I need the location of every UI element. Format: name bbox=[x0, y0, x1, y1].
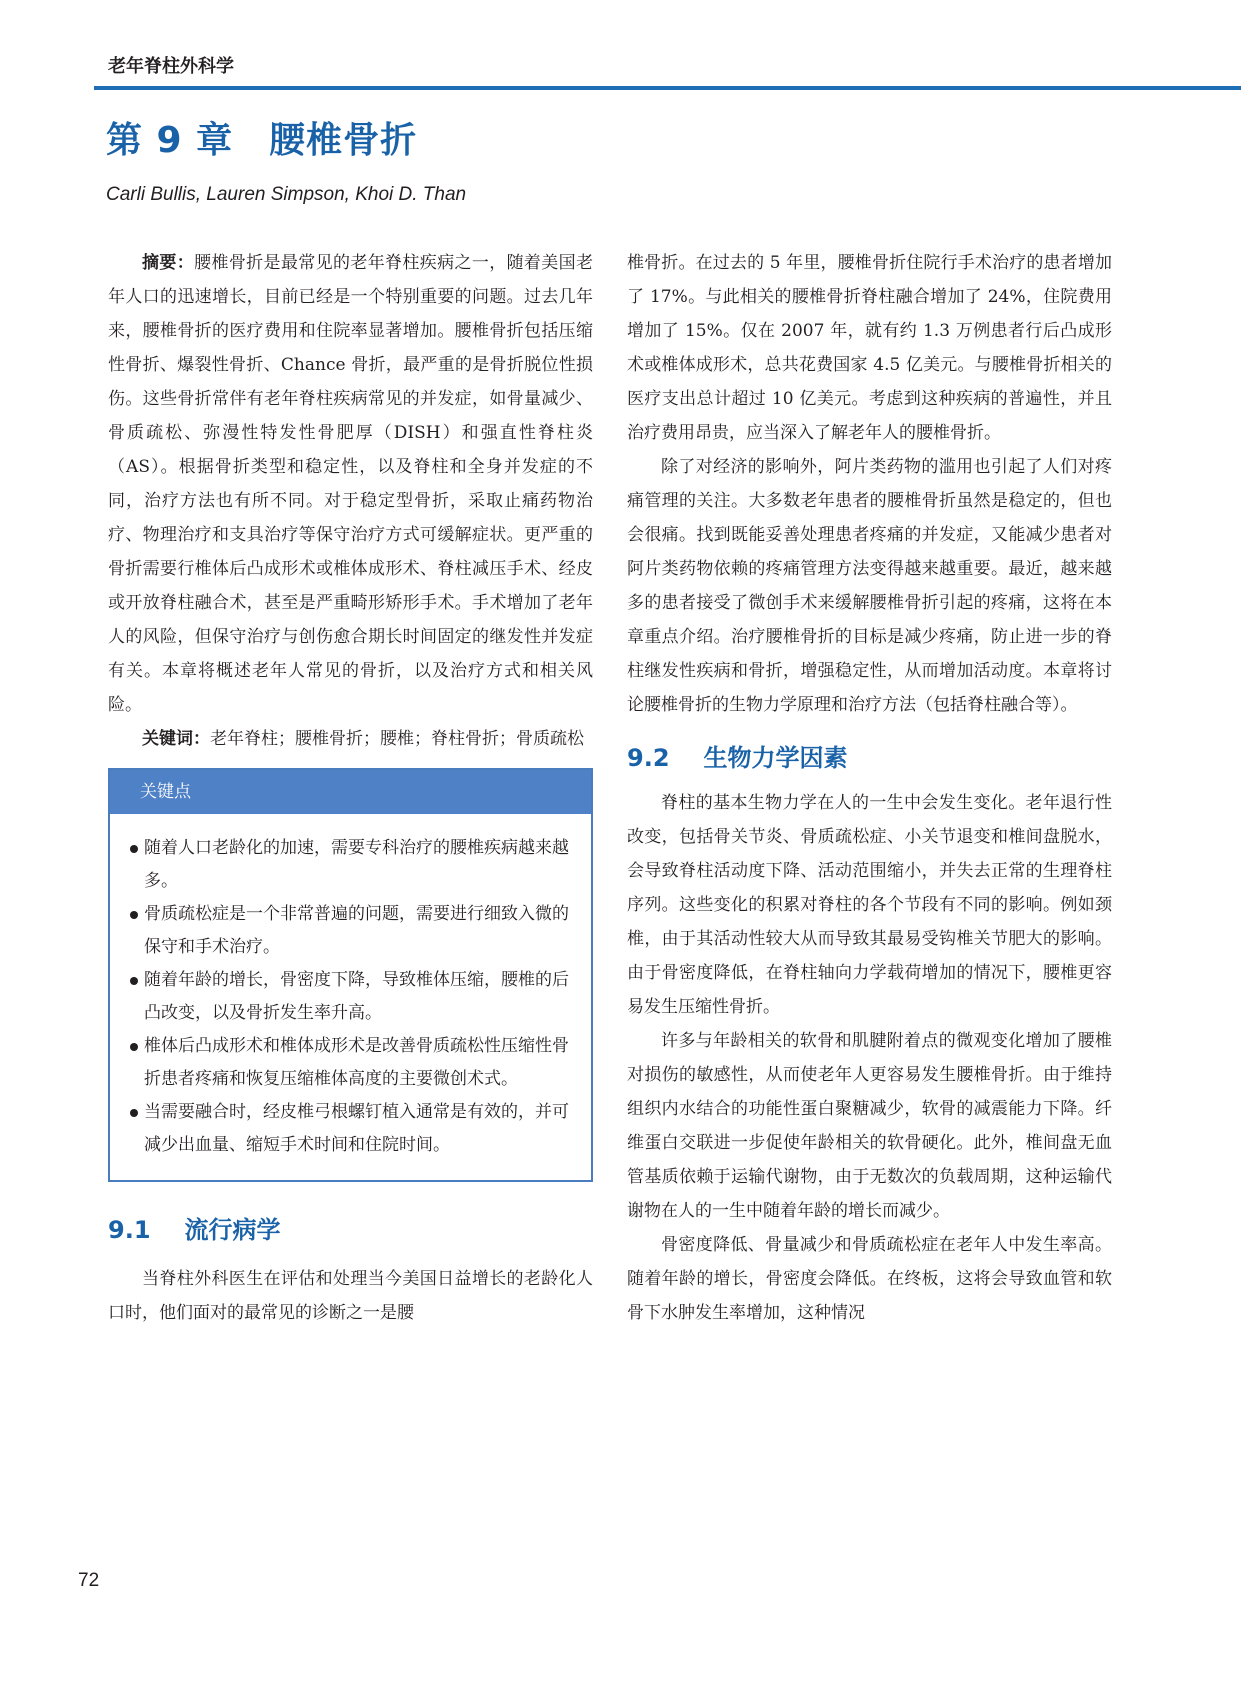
epidemiology-paragraph: 除了对经济的影响外，阿片类药物的滥用也引起了人们对疼痛管理的关注。大多数老年患者的腰椎骨折虽然是稳定的，但也会很痛。找到既能妥善处理患者疼痛的并发症，又能减少患者对阿片类药物依赖的疼痛管理方法变得越来越重要。最近，越来越多的患者接受了微创手术来缓解腰椎骨折引起的疼痛，这将在本章重点介绍。治疗腰椎骨折的目标是减少疼痛，防止进一步的脊柱继发性疾病和骨折，增强稳定性，从而增加活动度。本章将讨论腰椎骨折的生物力学原理和治疗方法（包括脊柱融合等）。 bbox=[627, 457, 1112, 715]
key-points-title: 关键点 bbox=[110, 770, 591, 814]
keywords-label: 关键词： bbox=[142, 729, 210, 749]
chapter-title bbox=[106, 112, 417, 163]
section-heading-9-1 bbox=[108, 1208, 593, 1252]
right-column bbox=[627, 246, 1112, 1330]
key-points-box bbox=[108, 768, 593, 1182]
key-point-item: 随着人口老龄化的加速，需要专科治疗的腰椎疾病越来越多。 bbox=[132, 832, 573, 898]
key-point-item: 骨质疏松症是一个非常普遍的问题，需要进行细致入微的保守和手术治疗。 bbox=[132, 898, 573, 964]
section-number: 9.2 bbox=[627, 744, 670, 772]
key-point-item: 当需要融合时，经皮椎弓根螺钉植入通常是有效的，并可减少出血量、缩短手术时间和住院时间。 bbox=[132, 1096, 573, 1162]
section-title: 流行病学 bbox=[184, 1216, 281, 1244]
section-heading-9-2 bbox=[627, 736, 1112, 780]
chapter-name: 腰椎骨折 bbox=[269, 120, 418, 161]
abstract-text: 腰椎骨折是最常见的老年脊柱疾病之一，随着美国老年人口的迅速增长，目前已经是一个特别重要的问题。过去几年来，腰椎骨折的医疗费用和住院率显著增加。腰椎骨折包括压缩性骨折、爆裂性骨折、Chance 骨折，最严重的是骨折脱位性损伤。这些骨折常伴有老年脊柱疾病常见的并发症，如骨量减少、骨质疏松、弥漫性特发性骨肥厚（DISH）和强直性脊柱炎（AS）。根据骨折类型和稳定性，以及脊柱和全身并发症的不同，治疗方法也有所不同。对于稳定型骨折，采取止痛药物治疗、物理治疗和支具治疗等保守治疗方式可缓解症状。更严重的骨折需要行椎体后凸成形术或椎体成形术、脊柱减压手术、经皮或开放脊柱融合术，甚至是严重畸形矫形手术。手术增加了老年人的风险，但保守治疗与创伤愈合期长时间固定的继发性并发症有关。本章将概述老年人常见的骨折，以及治疗方式和相关风险。 bbox=[108, 253, 594, 715]
page-number: 72 bbox=[78, 1570, 100, 1591]
biomechanics-paragraph: 脊柱的基本生物力学在人的一生中会发生变化。老年退行性改变，包括骨关节炎、骨质疏松症、小关节退变和椎间盘脱水，会导致脊柱活动度下降、活动范围缩小，并失去正常的生理脊柱序列。这些变化的积累对脊柱的各个节段有不同的影响。例如颈椎，由于其活动性较大从而导致其最易受钩椎关节肥大的影响。由于骨密度降低，在脊柱轴向力学载荷增加的情况下，腰椎更容易发生压缩性骨折。 bbox=[627, 793, 1112, 1017]
left-column bbox=[108, 246, 593, 1330]
section-title: 生物力学因素 bbox=[703, 744, 848, 772]
chapter-number: 第 9 章 bbox=[106, 120, 234, 161]
epidemiology-paragraph-continued: 椎骨折。在过去的 5 年里，腰椎骨折住院行手术治疗的患者增加了 17%。与此相关的腰椎骨折脊柱融合增加了 24%，住院费用增加了 15%。仅在 2007 年，就有约 1.3 万例患者行后凸成形术或椎体成形术，总共花费国家 4.5 亿美元。与腰椎骨折相关的医疗支出总计超过 10 亿美元。考虑到这种疾病的普遍性，并且治疗费用昂贵，应当深入了解老年人的腰椎骨折。 bbox=[627, 253, 1112, 443]
header-rule bbox=[94, 86, 1241, 90]
biomechanics-paragraph: 骨密度降低、骨量减少和骨质疏松症在老年人中发生率高。随着年龄的增长，骨密度会降低。在终板，这将会导致血管和软骨下水肿发生率增加，这种情况 bbox=[627, 1235, 1112, 1323]
key-point-item: 椎体后凸成形术和椎体成形术是改善骨质疏松性压缩性骨折患者疼痛和恢复压缩椎体高度的主要微创术式。 bbox=[132, 1030, 573, 1096]
abstract-label: 摘要： bbox=[142, 253, 195, 273]
abstract-paragraph bbox=[108, 246, 593, 722]
running-header: 老年脊柱外科学 bbox=[108, 56, 234, 77]
key-points-list bbox=[110, 814, 591, 1180]
authors: Carli Bullis, Lauren Simpson, Khoi D. Than bbox=[106, 184, 467, 205]
keywords-text: 老年脊柱；腰椎骨折；腰椎；脊柱骨折；骨质疏松 bbox=[210, 729, 584, 749]
section-number: 9.1 bbox=[108, 1216, 151, 1244]
biomechanics-paragraph: 许多与年龄相关的软骨和肌腱附着点的微观变化增加了腰椎对损伤的敏感性，从而使老年人更容易发生腰椎骨折。由于维持组织内水结合的功能性蛋白聚糖减少，软骨的减震能力下降。纤维蛋白交联进一步促使年龄相关的软骨硬化。此外，椎间盘无血管基质依赖于运输代谢物，由于无数次的负载周期，这种运输代谢物在人的一生中随着年龄的增长而减少。 bbox=[627, 1031, 1112, 1221]
key-point-item: 随着年龄的增长，骨密度下降，导致椎体压缩，腰椎的后凸改变，以及骨折发生率升高。 bbox=[132, 964, 573, 1030]
keywords-paragraph bbox=[108, 722, 593, 756]
epidemiology-paragraph-start: 当脊柱外科医生在评估和处理当今美国日益增长的老龄化人口时，他们面对的最常见的诊断之一是腰 bbox=[108, 1269, 593, 1323]
